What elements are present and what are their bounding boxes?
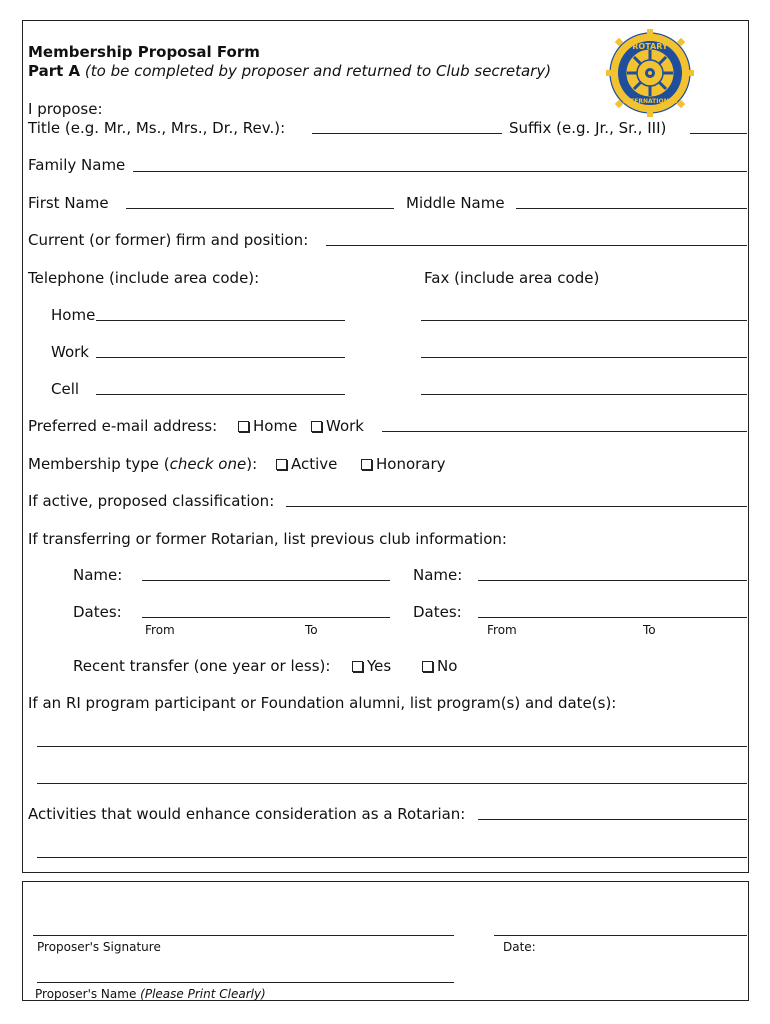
fax-label: Fax (include area code) [424, 269, 600, 287]
first-name-field[interactable] [126, 208, 394, 209]
proposer-name-note: (Please Print Clearly) [140, 987, 266, 1001]
cell-phone-field[interactable] [96, 394, 345, 395]
email-work-text: Work [326, 417, 364, 435]
proposer-name-label: Proposer's Name [35, 987, 137, 1001]
family-name-label: Family Name [28, 156, 126, 174]
email-home-checkbox[interactable] [238, 421, 249, 432]
form-title: Membership Proposal Form [28, 43, 260, 61]
logo-top-text: ROTARY [632, 42, 668, 51]
email-work-checkbox[interactable] [311, 421, 322, 432]
from-label-2: From [487, 623, 517, 637]
telephone-label: Telephone (include area code): [28, 269, 260, 287]
middle-name-field[interactable] [516, 208, 747, 209]
family-name-field[interactable] [133, 171, 747, 172]
club-name-label-2: Name: [413, 566, 463, 584]
from-label-1: From [145, 623, 175, 637]
activities-field-1[interactable] [478, 819, 747, 820]
title-field[interactable] [312, 133, 502, 134]
signature-field[interactable] [33, 935, 454, 936]
rotary-wheel-icon [606, 26, 694, 120]
active-checkbox[interactable] [276, 459, 287, 470]
work-phone-field[interactable] [96, 357, 345, 358]
classification-field[interactable] [286, 506, 747, 507]
honorary-option[interactable] [361, 455, 446, 473]
home-fax-field[interactable] [421, 320, 747, 321]
title-label: Title (e.g. Mr., Ms., Mrs., Dr., Rev.): [28, 119, 286, 137]
suffix-field[interactable] [690, 133, 747, 134]
proposer-name-heading [35, 987, 266, 1001]
date-label: Date: [503, 940, 536, 954]
cell-phone-label: Cell [51, 380, 80, 398]
part-note: (to be completed by proposer and returned to Club secretary) [84, 62, 552, 80]
club-dates-label-2: Dates: [413, 603, 462, 621]
club-dates-label-1: Dates: [73, 603, 122, 621]
cell-fax-field[interactable] [421, 394, 747, 395]
logo-bottom-text: INTERNATIONAL [622, 98, 678, 105]
club-name-field-1[interactable] [142, 580, 390, 581]
club-dates-field-2[interactable] [478, 617, 747, 618]
membership-type-label [28, 455, 257, 473]
activities-field-2[interactable] [37, 857, 747, 858]
transfer-no-option[interactable] [422, 657, 457, 675]
signature-label: Proposer's Signature [37, 940, 161, 954]
honorary-checkbox[interactable] [361, 459, 372, 470]
middle-name-label: Middle Name [406, 194, 505, 212]
club-name-label-1: Name: [73, 566, 123, 584]
transfer-yes-option[interactable] [352, 657, 391, 675]
club-dates-field-1[interactable] [142, 617, 390, 618]
email-home-text: Home [253, 417, 298, 435]
classification-label: If active, proposed classification: [28, 492, 275, 510]
work-phone-label: Work [51, 343, 89, 361]
transfer-no-checkbox[interactable] [422, 661, 433, 672]
home-phone-field[interactable] [96, 320, 345, 321]
ri-program-label: If an RI program participant or Foundation alumni, list program(s) and date(s): [28, 694, 617, 712]
email-label: Preferred e-mail address: [28, 417, 218, 435]
transfer-yes-text: Yes [367, 657, 392, 675]
ri-program-field-2[interactable] [37, 783, 747, 784]
suffix-label: Suffix (e.g. Jr., Sr., III) [509, 119, 667, 137]
membership-check-one: check one [169, 455, 247, 473]
recent-transfer-label: Recent transfer (one year or less): [73, 657, 331, 675]
ri-program-field-1[interactable] [37, 746, 747, 747]
membership-suffix: ): [246, 455, 258, 473]
activities-label: Activities that would enhance consideration as a Rotarian: [28, 805, 466, 823]
active-text: Active [291, 455, 338, 473]
firm-position-field[interactable] [326, 245, 747, 246]
transfer-yes-checkbox[interactable] [352, 661, 363, 672]
email-work-option[interactable] [311, 417, 364, 435]
to-label-1: To [305, 623, 318, 637]
email-field[interactable] [382, 431, 747, 432]
to-label-2: To [643, 623, 656, 637]
home-phone-label: Home [51, 306, 96, 324]
date-field[interactable] [494, 935, 747, 936]
transfer-no-text: No [437, 657, 458, 675]
honorary-text: Honorary [376, 455, 446, 473]
part-label: Part A [28, 62, 81, 80]
first-name-label: First Name [28, 194, 109, 212]
active-option[interactable] [276, 455, 337, 473]
work-fax-field[interactable] [421, 357, 747, 358]
email-home-option[interactable] [238, 417, 297, 435]
firm-position-label: Current (or former) firm and position: [28, 231, 309, 249]
membership-prefix: Membership type ( [28, 455, 170, 473]
club-name-field-2[interactable] [478, 580, 747, 581]
i-propose-label: I propose: [28, 100, 103, 118]
transferring-label: If transferring or former Rotarian, list previous club information: [28, 530, 507, 548]
part-heading [28, 62, 551, 80]
proposer-name-field[interactable] [37, 982, 454, 983]
